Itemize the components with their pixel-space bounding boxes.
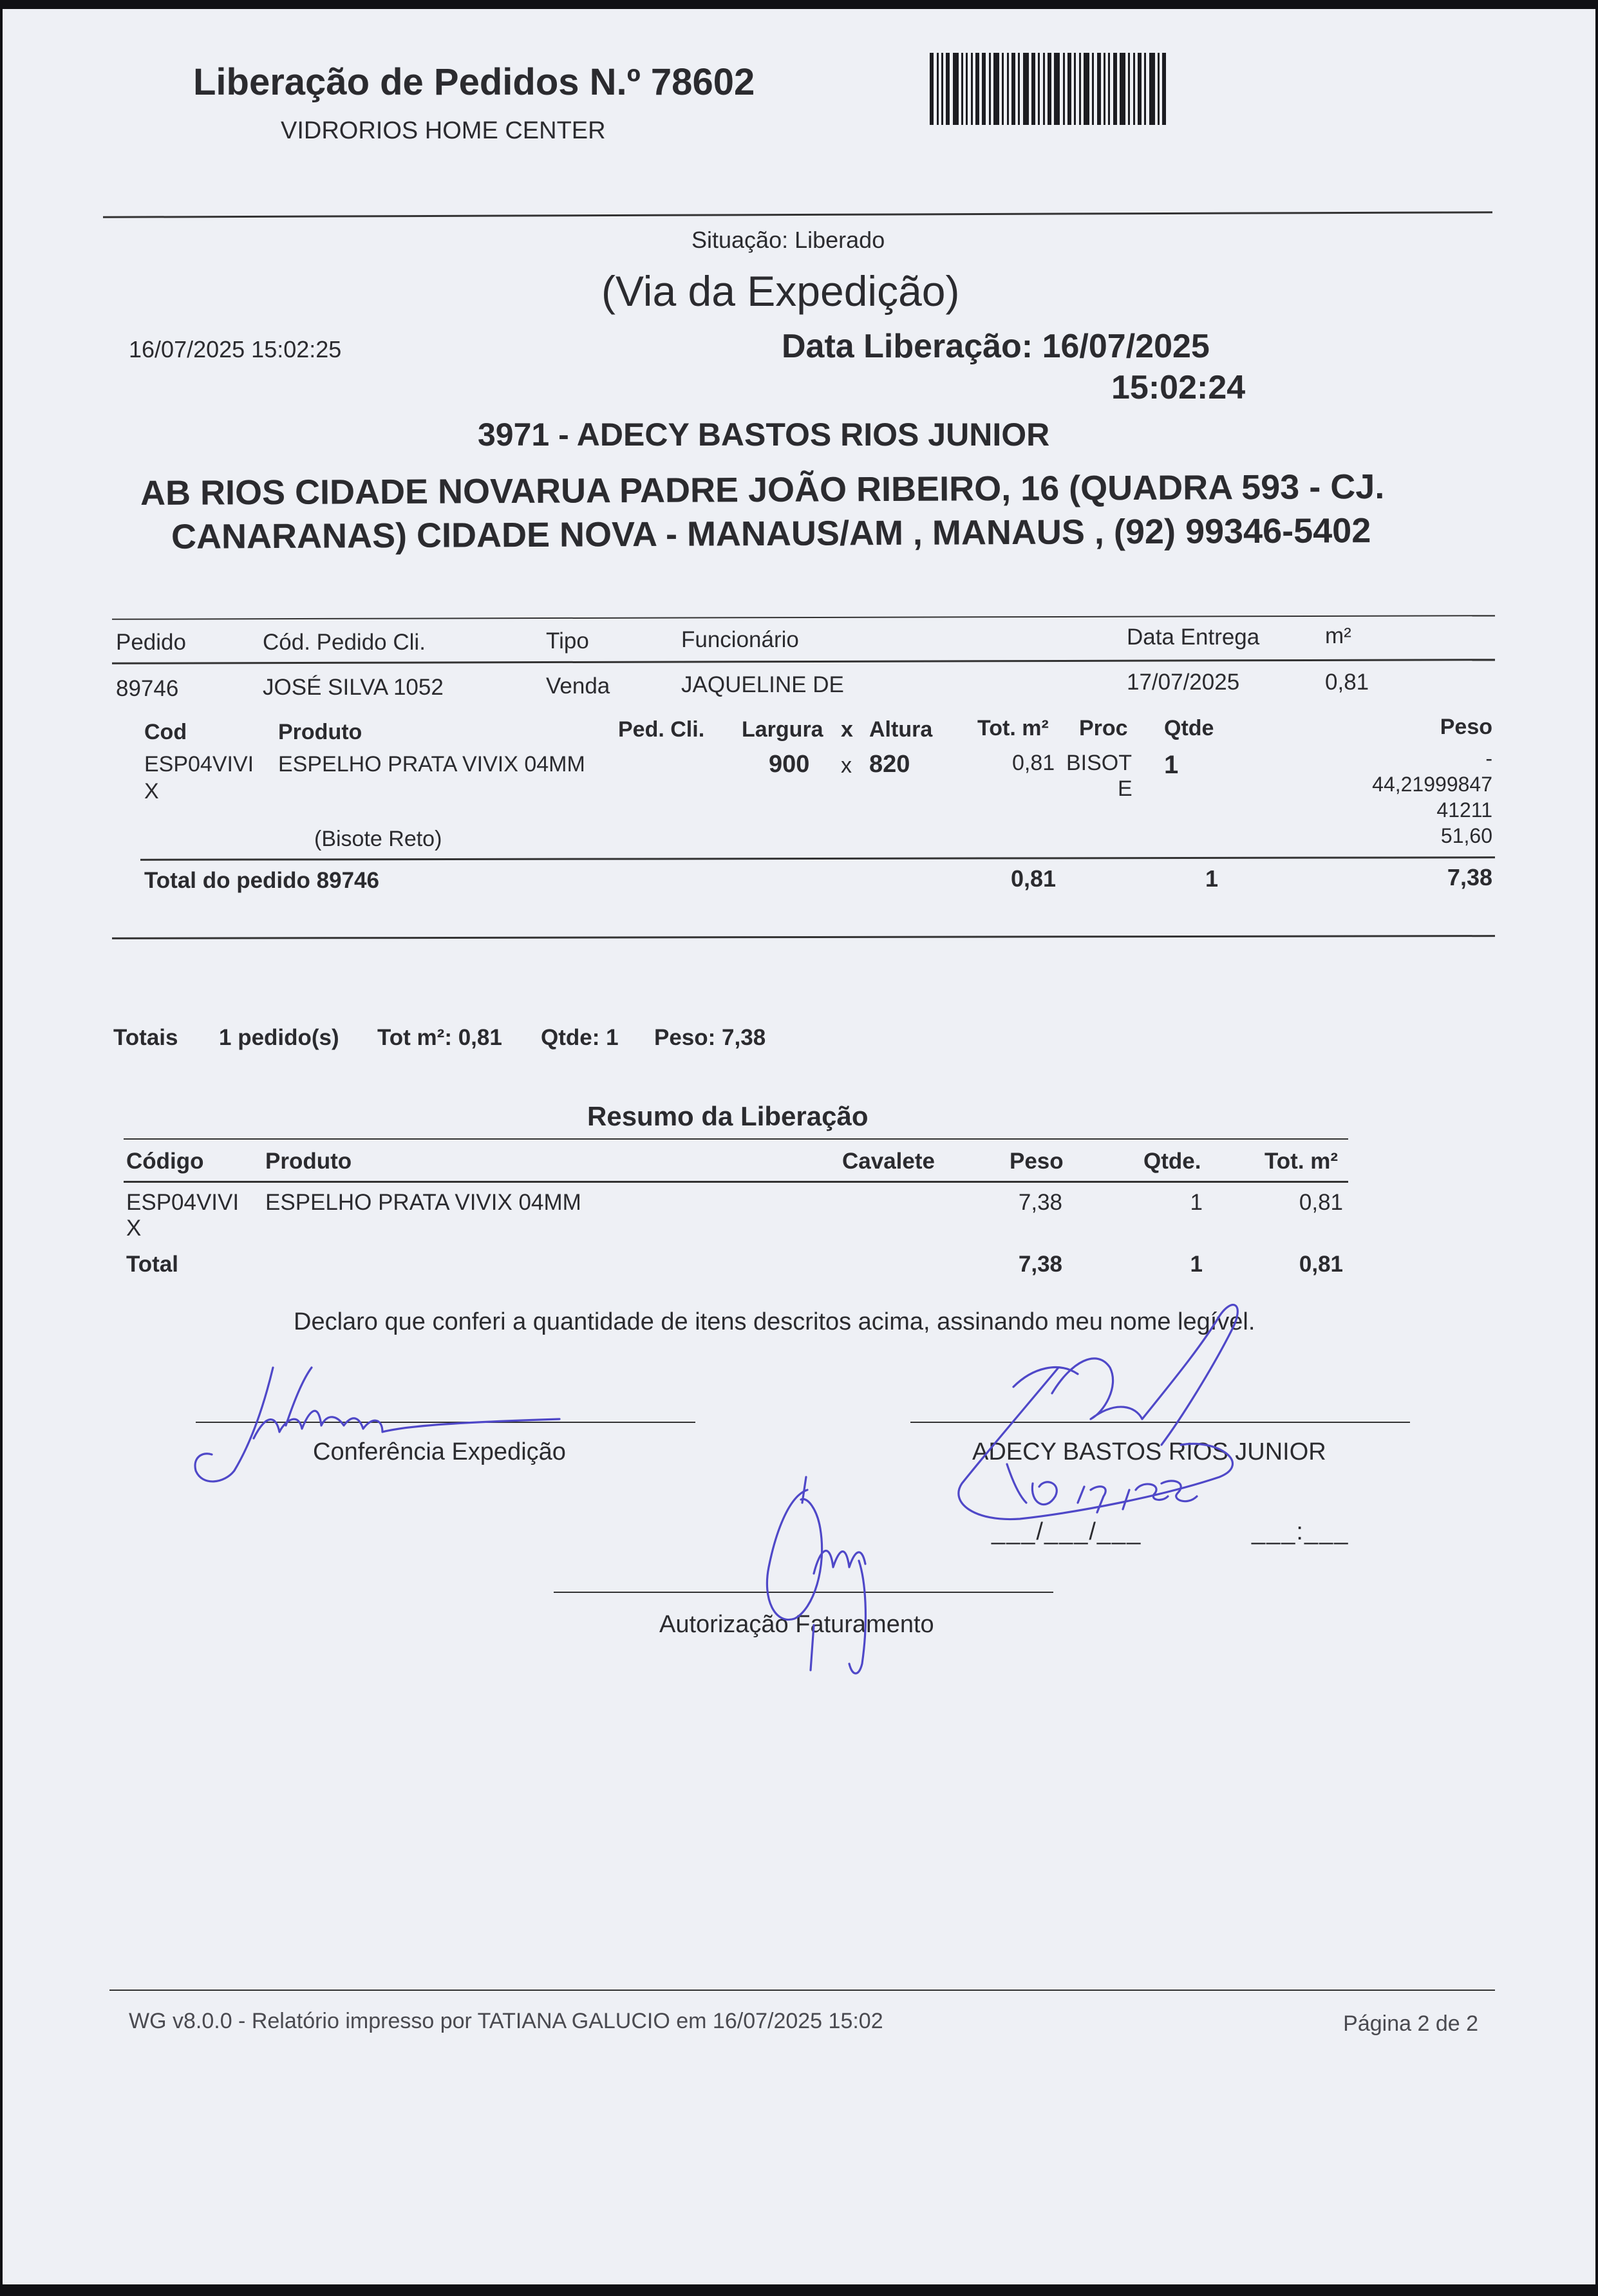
- divider: [103, 211, 1492, 218]
- barcode-bar: [1092, 53, 1094, 125]
- item-col-ped-cli: Ped. Cli.: [618, 717, 705, 742]
- col-data-entrega: Data Entrega: [1127, 625, 1260, 650]
- signature-label-conferencia: Conferência Expedição: [313, 1438, 566, 1465]
- item-cod-line1: ESP04VIVI: [144, 752, 254, 776]
- barcode-bar: [993, 53, 999, 125]
- release-time: 15:02:24: [1111, 369, 1246, 406]
- barcode-bar: [1048, 53, 1051, 125]
- item-col-tot-m2: Tot. m²: [977, 716, 1049, 740]
- copy-type: (Via da Expedição): [601, 267, 960, 315]
- barcode-bar: [971, 53, 973, 125]
- resumo-top-rule: [124, 1138, 1348, 1140]
- table-bottom-rule: [112, 935, 1495, 939]
- barcode-bar: [930, 53, 934, 125]
- barcode-bar: [1043, 53, 1045, 125]
- footer-print-info: WG v8.0.0 - Relatório impresso por TATIANA GALUCIO em 16/07/2025 15:02: [129, 2009, 883, 2033]
- signature-label-autorizacao: Autorização Faturamento: [659, 1611, 934, 1638]
- pedido-tipo: Venda: [546, 673, 610, 699]
- item-tot-m2: 0,81: [1012, 751, 1055, 775]
- barcode-bar: [966, 53, 968, 125]
- resumo-peso: 7,38: [1018, 1190, 1062, 1215]
- company-name: VIDRORIOS HOME CENTER: [281, 117, 606, 144]
- customer-address-line2: CANARANAS) CIDADE NOVA - MANAUS/AM , MANAUS , (92) 99346-5402: [171, 511, 1371, 556]
- totais-tot-m2: Tot m²: 0,81: [377, 1025, 502, 1050]
- footer-page-number: Página 2 de 2: [1343, 2011, 1478, 2036]
- resumo-produto: ESPELHO PRATA VIVIX 04MM: [265, 1190, 581, 1215]
- barcode-bar: [1067, 53, 1071, 125]
- handwritten-signature-autorizacao: [730, 1471, 898, 1683]
- resumo-cod-line1: ESP04VIVI: [126, 1190, 240, 1215]
- signature-label-cliente: ADECY BASTOS RIOS JUNIOR: [972, 1438, 1326, 1465]
- totais-pedidos: 1 pedido(s): [219, 1025, 339, 1050]
- item-col-qtde: Qtde: [1164, 716, 1214, 740]
- barcode-bar: [1162, 53, 1166, 125]
- pedido-total-qtde: 1: [1205, 865, 1219, 892]
- resumo-col-qtde: Qtde.: [1143, 1149, 1201, 1174]
- barcode-bar: [1097, 53, 1101, 125]
- barcode-bar: [961, 53, 963, 125]
- item-x: x: [841, 753, 852, 778]
- barcode-bar: [989, 53, 991, 125]
- barcode-bar: [1079, 53, 1081, 125]
- item-col-produto: Produto: [278, 720, 362, 744]
- barcode-bar: [1074, 53, 1076, 125]
- barcode-bar: [1018, 53, 1020, 125]
- item-peso-line3: 41211: [1436, 798, 1492, 822]
- resumo-header-rule: [124, 1181, 1348, 1183]
- cod-pedido-cli: JOSÉ SILVA 1052: [263, 675, 444, 700]
- resumo-col-codigo: Código: [126, 1149, 204, 1174]
- barcode-bar: [946, 53, 950, 125]
- item-peso-line4: 51,60: [1440, 824, 1492, 847]
- pedido-funcionario: JAQUELINE DE: [681, 672, 844, 697]
- handwritten-signature-cliente: [949, 1290, 1284, 1548]
- barcode-bar: [1120, 53, 1125, 125]
- item-peso-line1: -: [1485, 747, 1492, 770]
- resumo-col-produto: Produto: [265, 1149, 352, 1174]
- item-altura: 820: [869, 751, 910, 778]
- pedido-total-label: Total do pedido 89746: [144, 868, 379, 893]
- col-cod-pedido-cli: Cód. Pedido Cli.: [263, 630, 426, 655]
- table-header-rule: [112, 659, 1495, 664]
- barcode-bar: [1063, 53, 1065, 125]
- resumo-col-tot-m2: Tot. m²: [1264, 1149, 1339, 1174]
- barcode-bar: [1054, 53, 1060, 125]
- barcode-bar: [953, 53, 959, 125]
- barcode-bar: [1084, 53, 1089, 125]
- barcode-bar: [1144, 53, 1146, 125]
- pedido-total-peso: 7,38: [1447, 864, 1492, 890]
- totais-label: Totais: [113, 1025, 178, 1050]
- item-proc-line1: BISOT: [1066, 751, 1133, 775]
- barcode-bar: [1149, 53, 1155, 125]
- resumo-col-peso: Peso: [1010, 1149, 1064, 1174]
- barcode-bar: [1011, 53, 1015, 125]
- barcode-bar: [1007, 53, 1009, 125]
- item-peso-line2: 44,21999847: [1372, 773, 1492, 796]
- declaration-text: Declaro que conferi a quantidade de itens descritos acima, assinando meu nome legível.: [294, 1308, 1255, 1335]
- item-sub-process: (Bisote Reto): [314, 827, 442, 851]
- resumo-tot-m2: 0,81: [1299, 1190, 1343, 1215]
- barcode: [930, 53, 1171, 125]
- document-title: Liberação de Pedidos N.º 78602: [193, 61, 755, 103]
- pedido-total-m2: 0,81: [1011, 865, 1057, 892]
- item-cod-line2: X: [144, 779, 159, 804]
- barcode-bar: [1138, 53, 1142, 125]
- pedido-data-entrega: 17/07/2025: [1127, 670, 1240, 695]
- barcode-bar: [1023, 53, 1029, 125]
- col-m2: m²: [1325, 623, 1351, 648]
- barcode-bar: [1158, 53, 1160, 125]
- time-slots: ___:___: [1252, 1518, 1349, 1545]
- item-col-altura: Altura: [869, 717, 933, 742]
- barcode-bar: [982, 53, 986, 125]
- pedido-m2: 0,81: [1325, 670, 1369, 695]
- totais-peso: Peso: 7,38: [654, 1025, 766, 1050]
- footer-rule: [109, 1990, 1495, 1991]
- item-col-cod: Cod: [144, 720, 187, 744]
- resumo-cod-line2: X: [126, 1216, 142, 1241]
- item-produto: ESPELHO PRATA VIVIX 04MM: [278, 752, 585, 776]
- resumo-total-qtde: 1: [1190, 1252, 1203, 1277]
- resumo-total-label: Total: [126, 1252, 179, 1277]
- status-text: Situação: Liberado: [691, 227, 885, 253]
- barcode-bar: [1002, 53, 1004, 125]
- col-pedido: Pedido: [116, 630, 186, 655]
- release-date: Data Liberação: 16/07/2025: [782, 328, 1210, 365]
- col-funcionario: Funcionário: [681, 627, 799, 652]
- customer-name: 3971 - ADECY BASTOS RIOS JUNIOR: [478, 417, 1050, 453]
- barcode-bar: [1038, 53, 1040, 125]
- item-col-x: x: [841, 717, 853, 742]
- resumo-col-cavalete: Cavalete: [842, 1149, 935, 1174]
- item-total-rule: [140, 856, 1495, 861]
- barcode-bar: [1031, 53, 1035, 125]
- pedido-number: 89746: [116, 676, 179, 701]
- barcode-bar: [1108, 53, 1110, 125]
- barcode-bar: [1113, 53, 1117, 125]
- table-top-rule: [112, 615, 1495, 620]
- barcode-bar: [1128, 53, 1130, 125]
- document-page: [3, 9, 1595, 2284]
- col-tipo: Tipo: [546, 628, 589, 654]
- date-slots: ___/___/___: [992, 1518, 1142, 1545]
- barcode-bar: [1104, 53, 1105, 125]
- barcode-bar: [1133, 53, 1135, 125]
- item-col-peso: Peso: [1440, 715, 1492, 739]
- item-qtde: 1: [1164, 751, 1179, 779]
- resumo-total-tot-m2: 0,81: [1299, 1252, 1343, 1277]
- resumo-total-peso: 7,38: [1018, 1252, 1062, 1277]
- barcode-bar: [941, 53, 943, 125]
- barcode-bar: [937, 53, 939, 125]
- handwritten-signature-conferencia: [189, 1342, 576, 1496]
- barcode-bar: [975, 53, 979, 125]
- item-col-largura: Largura: [742, 717, 823, 742]
- resumo-qtde: 1: [1190, 1190, 1203, 1215]
- item-largura: 900: [769, 751, 810, 778]
- item-col-proc: Proc: [1079, 716, 1128, 740]
- customer-address-line1: AB RIOS CIDADE NOVARUA PADRE JOÃO RIBEIRO, 16 (QUADRA 593 - CJ.: [140, 467, 1385, 513]
- resumo-title: Resumo da Liberação: [587, 1101, 869, 1131]
- print-datetime: 16/07/2025 15:02:25: [129, 336, 342, 362]
- item-proc-line2: E: [1118, 776, 1133, 801]
- totais-qtde: Qtde: 1: [541, 1025, 619, 1050]
